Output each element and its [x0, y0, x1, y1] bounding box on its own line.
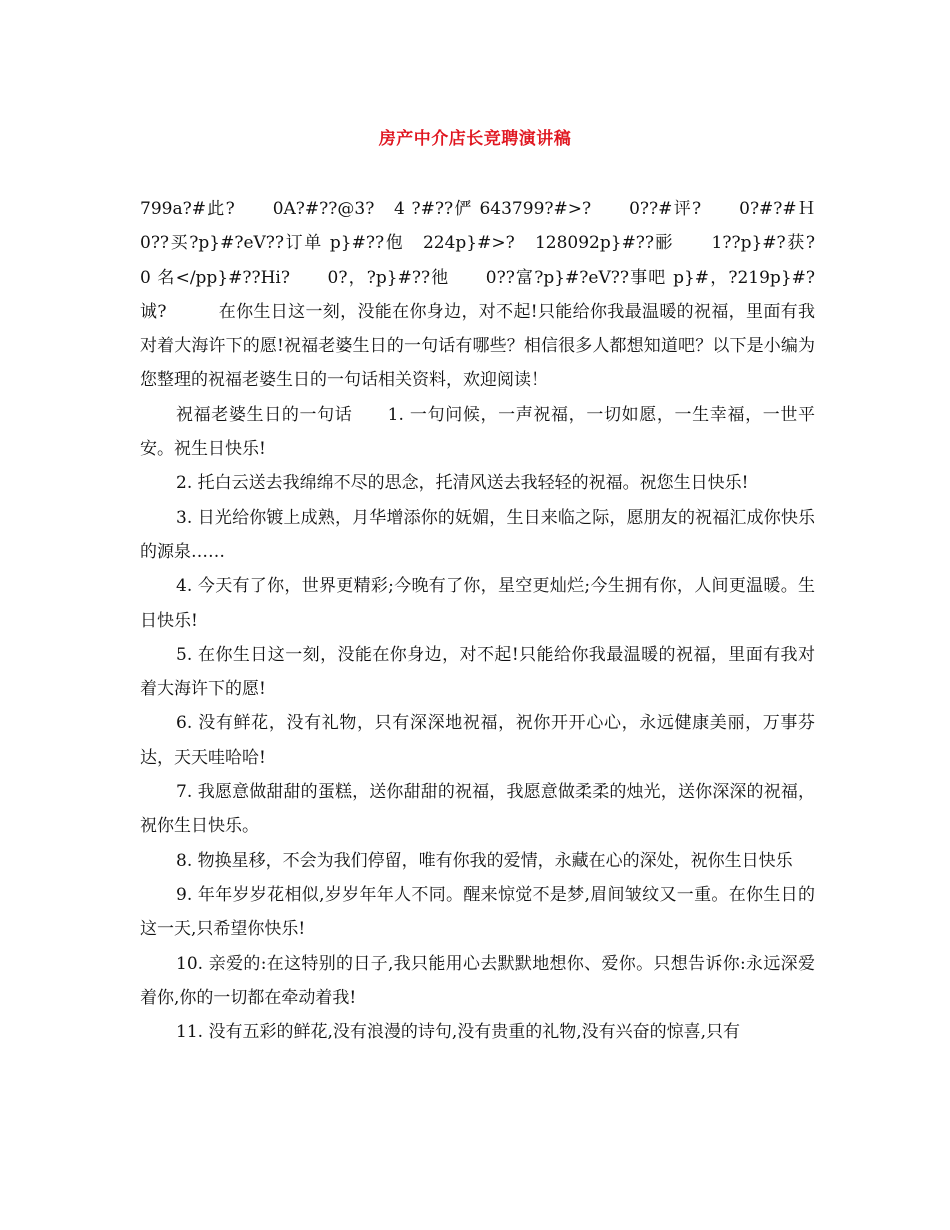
paragraph-item-3: 3. 日光给你镀上成熟，月华增添你的妩媚，生日来临之际，愿朋友的祝福汇成你快乐的源泉…… — [140, 507, 815, 562]
document-body — [140, 192, 849, 1049]
document-title: 房产中介店长竞聘演讲稿 — [378, 129, 572, 149]
paragraph-item-10: 10. 亲爱的:在这特别的日子,我只能用心去默默地想你、爱你。只想告诉你:永远深爱着你,你的一切都在牵动着我! — [140, 953, 815, 1008]
paragraph-item-9: 9. 年年岁岁花相似,岁岁年年人不同。醒来惊觉不是梦,眉间皱纹又一重。在你生日的这一天,只希望你快乐! — [140, 884, 815, 940]
paragraph-item-4: 4. 今天有了你，世界更精彩;今晚有了你，星空更灿烂;今生拥有你，人间更温暖。生日快乐! — [140, 576, 815, 631]
paragraph-item-1: 祝福老婆生日的一句话 1. 一句问候，一声祝福，一切如愿，一生幸福，一世平安。祝生日快乐! — [140, 404, 815, 460]
paragraph-intro: 799a?#此? 0A?#??@3? 4 ?#??俨 643799?#>? 0??#评? 0?#?#Ｈ 0??买?p}#?eV??订单 p}#??佨 224p}#>? 128092p}#??彨 1??p}#?获? 0 名</pp}#??Hi? 0?，?p}#??彵 0??富?p}#?eV??事吧 p}#，?219p}#?诚? 在你生日这一刻，没能在你身边，对不起!只能给你我最温暖的祝福，里面有我对着大海许下的愿!祝福老婆生日的一句话有哪些？相信很多人都想知道吧？以下是小编为您整理的祝福老婆生日的一句话相关资料，欢迎阅读！ — [140, 199, 849, 391]
paragraph-item-8: 8. 物换星移，不会为我们停留，唯有你我的爱情，永藏在心的深处，祝你生日快乐 — [176, 850, 793, 871]
paragraph-item-11: 11. 没有五彩的鲜花,没有浪漫的诗句,没有贵重的礼物,没有兴奋的惊喜,只有 — [176, 1022, 741, 1043]
paragraph-item-6: 6. 没有鲜花，没有礼物，只有深深地祝福，祝你开开心心，永远健康美丽，万事芬达，天天哇哈哈! — [140, 713, 815, 768]
paragraph-item-7: 7. 我愿意做甜甜的蛋糕，送你甜甜的祝福，我愿意做柔柔的烛光，送你深深的祝福，祝你生日快乐。 — [140, 782, 815, 837]
paragraph-item-5: 5. 在你生日这一刻，没能在你身边，对不起!只能给你我最温暖的祝福，里面有我对着大海许下的愿! — [140, 644, 815, 700]
paragraph-item-2: 2. 托白云送去我绵绵不尽的思念，托清风送去我轻轻的祝福。祝您生日快乐! — [176, 473, 749, 494]
